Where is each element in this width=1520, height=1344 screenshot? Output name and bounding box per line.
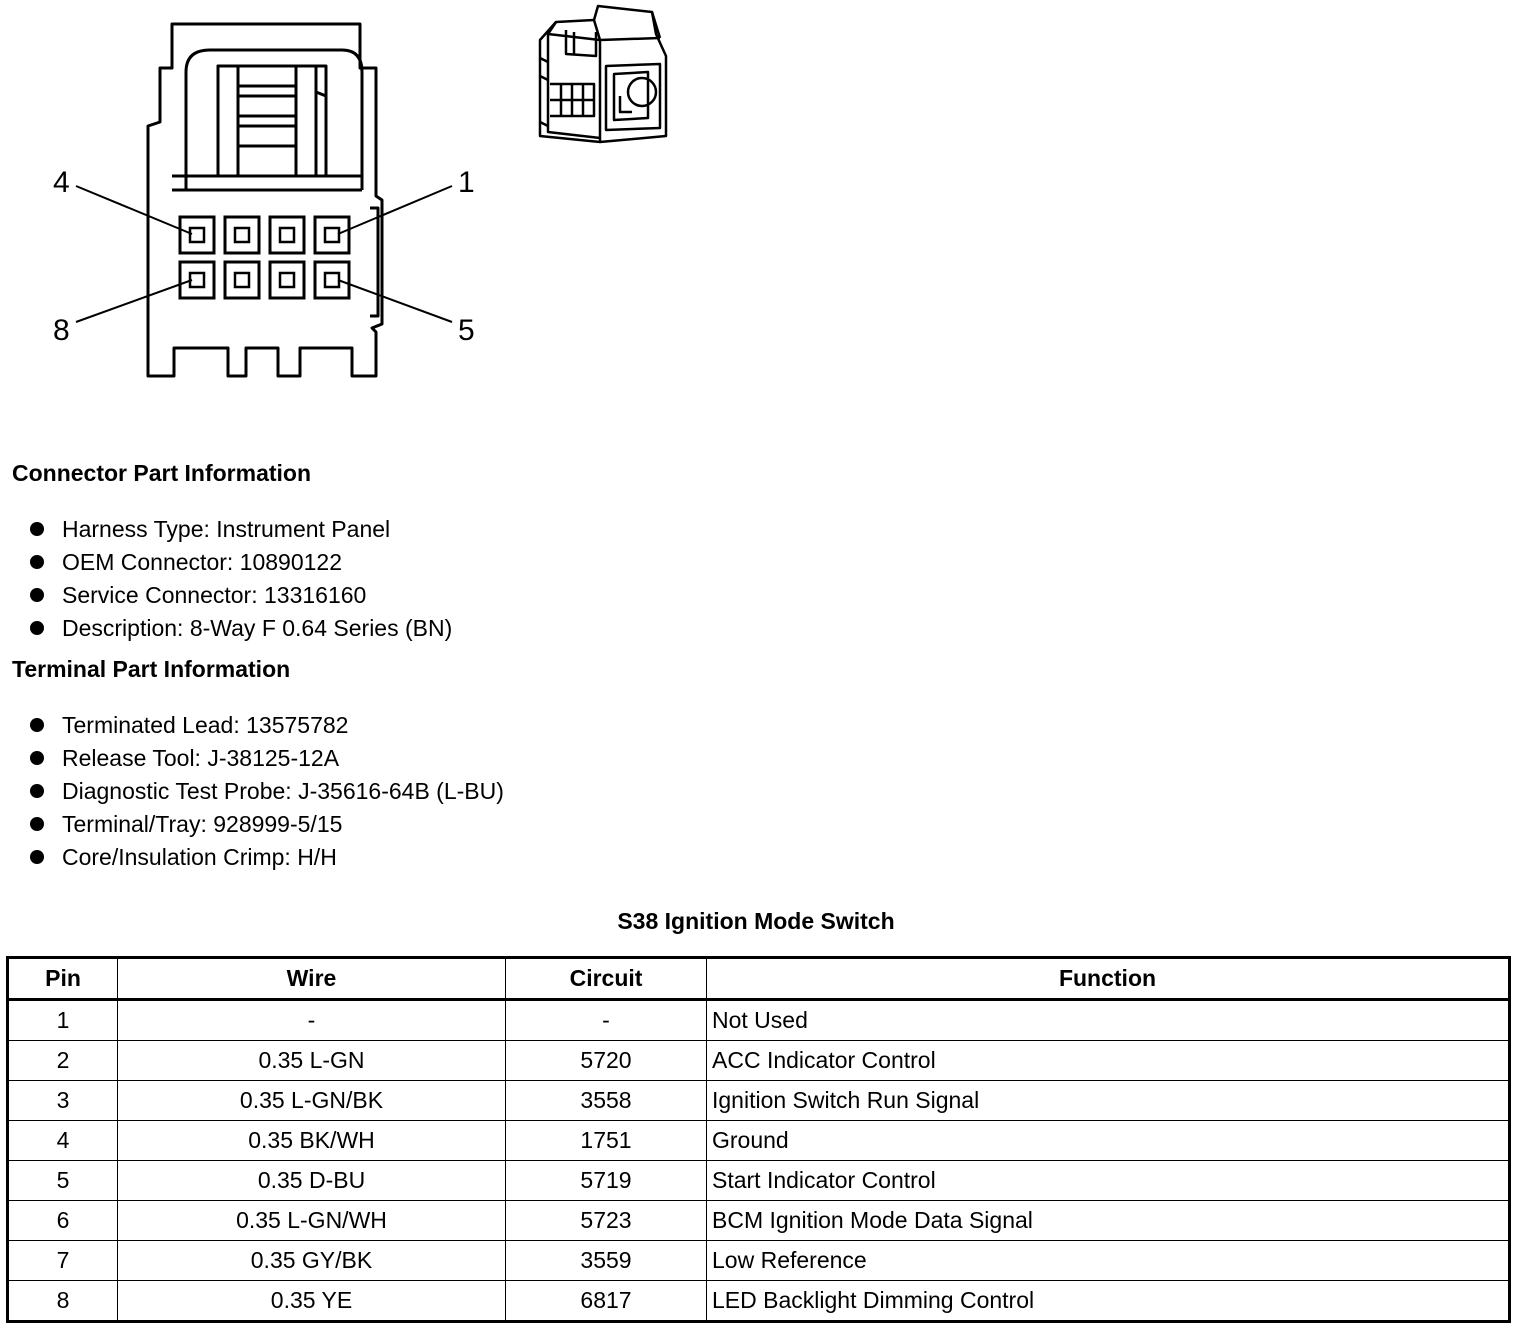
table-row — [8, 1081, 1510, 1121]
wire-cell: 0.35 L-GN — [118, 1041, 506, 1081]
leader-line-pin-8 — [76, 280, 192, 322]
function-cell: LED Backlight Dimming Control — [707, 1281, 1510, 1322]
connector-diagram — [0, 0, 720, 400]
function-cell: Ground — [707, 1121, 1510, 1161]
latch-tongue — [218, 66, 326, 176]
table-row — [8, 1241, 1510, 1281]
circuit-cell: - — [506, 1000, 707, 1041]
cavity-3 — [225, 217, 259, 253]
latch-rail-left — [218, 66, 238, 176]
table-row — [8, 1121, 1510, 1161]
cavity-7 — [225, 262, 259, 298]
circuit-cell: 1751 — [506, 1121, 707, 1161]
cavity-4 — [180, 217, 214, 253]
function-cell: Not Used — [707, 1000, 1510, 1041]
list-item: Diagnostic Test Probe: J-35616-64B (L-BU) — [0, 775, 504, 808]
wire-cell: 0.35 GY/BK — [118, 1241, 506, 1281]
table-header-row — [8, 958, 1510, 1000]
leader-line-pin-5 — [338, 280, 452, 322]
terminal-cavities — [180, 217, 349, 298]
wire-cell: 0.35 L-GN/BK — [118, 1081, 506, 1121]
pin-label-4: 4 — [53, 166, 70, 199]
latch-rail-right — [296, 66, 316, 176]
terminal-part-information-list — [0, 709, 504, 874]
pin-cell: 4 — [8, 1121, 118, 1161]
function-cell: Start Indicator Control — [707, 1161, 1510, 1201]
table-row — [8, 1201, 1510, 1241]
cavity-6 — [270, 262, 304, 298]
pin-cell: 5 — [8, 1161, 118, 1201]
pin-label-8: 8 — [53, 314, 70, 347]
cavity-2 — [270, 217, 304, 253]
circuit-cell: 6817 — [506, 1281, 707, 1322]
table-row — [8, 1161, 1510, 1201]
function-cell: ACC Indicator Control — [707, 1041, 1510, 1081]
pin-label-5: 5 — [458, 314, 475, 347]
circuit-cell: 5719 — [506, 1161, 707, 1201]
list-item: Terminal/Tray: 928999-5/15 — [0, 808, 504, 841]
leader-line-pin-4 — [76, 186, 192, 234]
side-key — [370, 208, 378, 316]
circuit-cell: 3558 — [506, 1081, 707, 1121]
column-header-circuit: Circuit — [506, 958, 707, 1000]
connector-face-outline — [148, 24, 382, 376]
column-header-wire: Wire — [118, 958, 506, 1000]
wire-cell: - — [118, 1000, 506, 1041]
column-header-function: Function — [707, 958, 1510, 1000]
wire-cell: 0.35 YE — [118, 1281, 506, 1322]
list-item: Terminated Lead: 13575782 — [0, 709, 504, 742]
table-row — [8, 1041, 1510, 1081]
leader-line-pin-1 — [338, 186, 452, 234]
pin-cell: 2 — [8, 1041, 118, 1081]
list-item: OEM Connector: 10890122 — [0, 546, 452, 579]
list-item: Core/Insulation Crimp: H/H — [0, 841, 504, 874]
wire-cell: 0.35 BK/WH — [118, 1121, 506, 1161]
list-item: Release Tool: J-38125-12A — [0, 742, 504, 775]
latch-housing — [186, 50, 362, 190]
list-item: Description: 8-Way F 0.64 Series (BN) — [0, 612, 452, 645]
function-cell: BCM Ignition Mode Data Signal — [707, 1201, 1510, 1241]
connector-part-information-heading: Connector Part Information — [12, 460, 312, 486]
connector-isometric-view — [540, 6, 666, 142]
table-row — [8, 1281, 1510, 1322]
pinout-table — [6, 956, 1511, 1323]
pin-cell: 3 — [8, 1081, 118, 1121]
pin-cell: 6 — [8, 1201, 118, 1241]
cavity-1 — [315, 217, 349, 253]
pin-label-1: 1 — [458, 166, 475, 199]
list-item: Service Connector: 13316160 — [0, 579, 452, 612]
connector-part-information-list — [0, 513, 452, 645]
pin-cell: 7 — [8, 1241, 118, 1281]
wire-cell: 0.35 L-GN/WH — [118, 1201, 506, 1241]
column-header-pin: Pin — [8, 958, 118, 1000]
terminal-part-information-heading: Terminal Part Information — [12, 656, 291, 682]
list-item: Harness Type: Instrument Panel — [0, 513, 452, 546]
wire-cell: 0.35 D-BU — [118, 1161, 506, 1201]
pin-cell: 1 — [8, 1000, 118, 1041]
circuit-cell: 5723 — [506, 1201, 707, 1241]
table-title: S38 Ignition Mode Switch — [617, 908, 895, 934]
circuit-cell: 5720 — [506, 1041, 707, 1081]
cavity-5 — [315, 262, 349, 298]
cavity-8 — [180, 262, 214, 298]
table-row — [8, 1000, 1510, 1041]
function-cell: Low Reference — [707, 1241, 1510, 1281]
pin-cell: 8 — [8, 1281, 118, 1322]
function-cell: Ignition Switch Run Signal — [707, 1081, 1510, 1121]
circuit-cell: 3559 — [506, 1241, 707, 1281]
